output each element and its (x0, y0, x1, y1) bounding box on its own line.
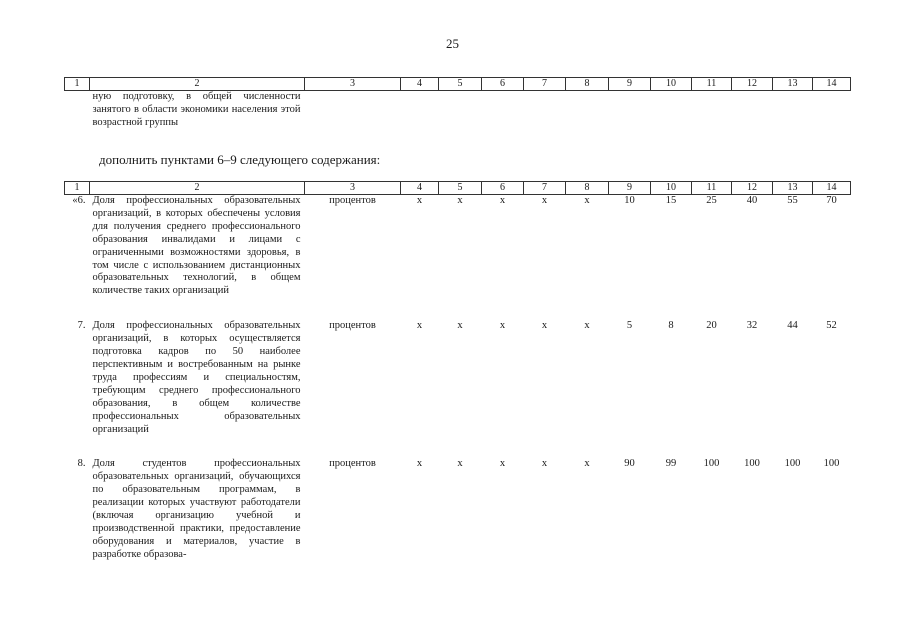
row-value: 100 (703, 458, 720, 470)
row-description: Доля профессиональных образовательных организаций, в которых осуществляется подготовка кадров по 50 наиболее перспективным и востребованным на рынке труда профессиям и специальностям, требующим среднего профессионального образования, в общем количестве профессиональных образовательных организаций (92, 320, 301, 435)
row-value: х (416, 195, 423, 206)
row-value: 15 (665, 195, 677, 206)
row-value: 10 (624, 195, 635, 206)
column-number: 3 (305, 78, 401, 91)
row-unit: процентов (329, 195, 376, 206)
column-number: 7 (524, 78, 566, 91)
column-number: 1 (65, 182, 90, 195)
row-value: х (584, 195, 590, 206)
row-value: х (457, 195, 463, 206)
table-row (65, 195, 851, 299)
row-value: 100 (823, 458, 840, 470)
column-number: 1 (65, 78, 90, 91)
column-number: 5 (439, 182, 482, 195)
page-number: 25 (446, 36, 459, 51)
row-value: 90 (624, 458, 635, 470)
column-number: 12 (732, 182, 773, 195)
table-row (65, 320, 851, 436)
column-number: 10 (651, 78, 692, 91)
row-value: х (584, 320, 590, 332)
row-value: х (499, 320, 506, 332)
row-description: Доля профессиональных образовательных организаций, в которых обеспечены условия для получения среднего профессионального образования инвалидами и лицами с ограниченными возможностями здоровья, в том числе с использованием дистанционных образовательных технологий, в общем количестве таких организаций (92, 195, 301, 297)
table-continuation (64, 77, 851, 130)
column-number-row (65, 78, 851, 91)
row-value: х (541, 195, 548, 206)
table-row (65, 458, 851, 561)
column-number: 9 (609, 182, 651, 195)
column-number: 8 (566, 78, 609, 91)
column-number: 4 (401, 182, 439, 195)
column-number: 6 (482, 78, 524, 91)
row-value: 8 (668, 320, 674, 332)
row-value: 70 (826, 195, 837, 206)
row-value: 99 (665, 458, 677, 470)
row-value: 32 (746, 320, 758, 332)
row-value: 100 (744, 458, 760, 470)
row-number: 7. (77, 320, 86, 332)
column-number: 4 (401, 78, 439, 91)
column-number: 9 (609, 78, 651, 91)
column-number: 13 (773, 182, 813, 195)
row-value: 40 (746, 195, 758, 206)
column-number-row (65, 182, 851, 195)
table-row (65, 91, 851, 130)
column-number: 14 (813, 78, 851, 91)
row-value: х (499, 458, 506, 470)
row-value: х (416, 458, 423, 470)
column-number: 11 (692, 182, 732, 195)
row-value: 44 (787, 320, 798, 332)
row-value: 100 (784, 458, 801, 470)
row-value: х (416, 320, 423, 332)
column-number: 2 (90, 78, 305, 91)
row-number: 8. (77, 458, 86, 470)
row-unit: процентов (329, 320, 376, 332)
column-number: 12 (732, 78, 773, 91)
column-number: 8 (566, 182, 609, 195)
column-number: 11 (692, 78, 732, 91)
row-value: 55 (787, 195, 798, 206)
continuation-text: ную подготовку, в общей численности занятого в области экономики населения этой возрастной группы (92, 91, 301, 128)
row-value: х (499, 195, 506, 206)
row-value: х (541, 320, 548, 332)
row-value: х (457, 458, 463, 470)
row-value: 20 (706, 320, 717, 332)
column-number: 2 (90, 182, 305, 195)
row-value: х (541, 458, 548, 470)
row-unit: процентов (329, 458, 376, 470)
column-number: 6 (482, 182, 524, 195)
row-value: 5 (626, 320, 633, 332)
row-value: 25 (706, 195, 717, 206)
column-number: 10 (651, 182, 692, 195)
column-number: 5 (439, 78, 482, 91)
row-value: 52 (826, 320, 837, 332)
row-value: х (457, 320, 463, 332)
column-number: 14 (813, 182, 851, 195)
table-indicators (64, 181, 851, 562)
column-number: 3 (305, 182, 401, 195)
column-number: 13 (773, 78, 813, 91)
row-description: Доля студентов профессиональных образовательных организаций, обучающихся по образовательным программам, в реализации которых участвуют работодатели (включая организацию учебной и производственной практики, предоставление оборудования и материалов, участие в разработке образова- (92, 458, 301, 560)
column-number: 7 (524, 182, 566, 195)
amendment-intro: дополнить пунктами 6–9 следующего содержания: (99, 152, 381, 167)
row-number: «6. (72, 195, 86, 206)
row-value: х (584, 458, 590, 470)
